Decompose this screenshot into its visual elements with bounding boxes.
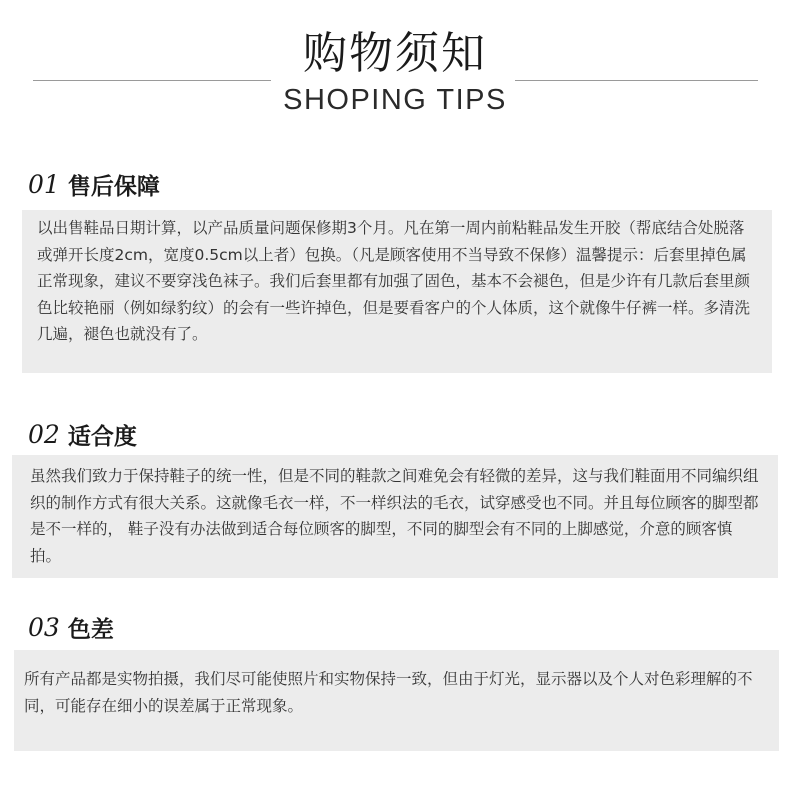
page-subtitle: SHOPING TIPS bbox=[283, 84, 507, 116]
page-title: 购物须知 bbox=[303, 28, 487, 79]
section-number: 02 bbox=[28, 419, 60, 449]
section-body-color-difference bbox=[14, 650, 779, 751]
section-heading-after-sales bbox=[28, 168, 160, 200]
section-number: 03 bbox=[28, 612, 60, 642]
section-heading-color-difference bbox=[28, 611, 114, 643]
section-text: 虽然我们致力于保持鞋子的统一性，但是不同的鞋款之间难免会有轻微的差异，这与我们鞋面用不同编织组织的制作方式有很大关系。这就像毛衣一样，不一样织法的毛衣，试穿感受也不同。并且每位顾客的脚型都是不一样的， 鞋子没有办法做到适合每位顾客的脚型，不同的脚型会有不同的上脚感觉，介意的顾客慎拍。 bbox=[30, 467, 759, 565]
section-title: 适合度 bbox=[67, 423, 137, 450]
header-divider-right bbox=[515, 80, 758, 81]
section-title: 色差 bbox=[67, 616, 114, 643]
section-body-after-sales bbox=[22, 210, 772, 373]
section-text: 以出售鞋品日期计算，以产品质量问题保修期3个月。凡在第一周内前粘鞋品发生开胶（帮底结合处脱落或弹开长度2cm，宽度0.5cm以上者）包换。（凡是顾客使用不当导致不保修）温馨提示：后套里掉色属正常现象，建议不要穿浅色袜子。我们后套里都有加强了固色，基本不会褪色，但是少许有几款后套里颜色比较艳丽（例如绿豹纹）的会有一些许掉色，但是要看客户的个人体质，这个就像牛仔裤一样。多清洗几遍，褪色也就没有了。 bbox=[37, 219, 751, 343]
section-text: 所有产品都是实物拍摄，我们尽可能使照片和实物保持一致，但由于灯光，显示器以及个人对色彩理解的不同，可能存在细小的误差属于正常现象。 bbox=[24, 670, 753, 715]
section-title: 售后保障 bbox=[67, 173, 160, 200]
section-heading-fit bbox=[28, 418, 137, 450]
section-body-fit bbox=[12, 455, 778, 578]
section-number: 01 bbox=[28, 169, 60, 199]
